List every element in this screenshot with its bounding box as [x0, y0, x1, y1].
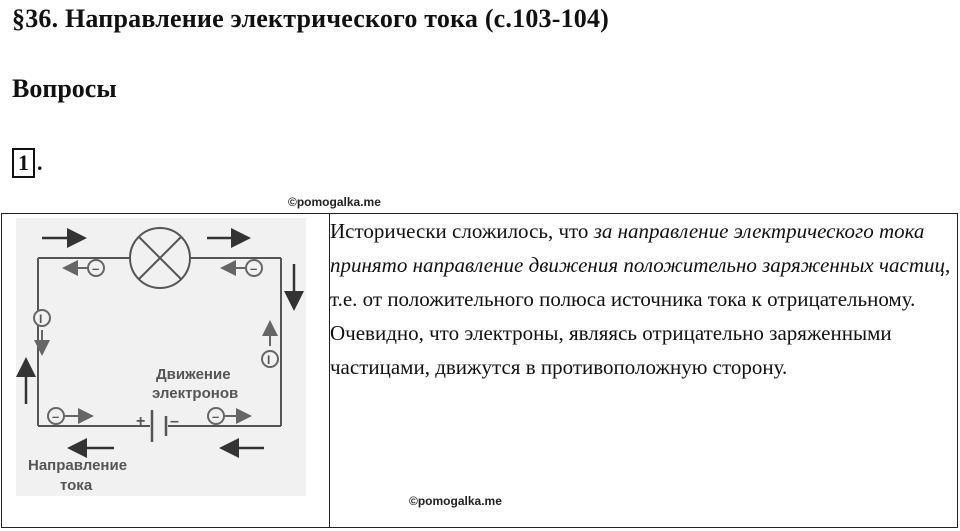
- question-number: [12, 148, 43, 178]
- current-label-line1: Направление: [28, 457, 128, 474]
- battery-plus: +: [136, 413, 146, 430]
- electron-label-line2: электронов: [152, 385, 239, 402]
- section-heading: Вопросы: [12, 74, 117, 103]
- answer-table: [1, 213, 958, 528]
- answer-p1-start: Исторически сложилось, что: [330, 219, 594, 243]
- answer-paragraph-2: Очевидно, что электроны, являясь отрицательно заряженными частицами, движутся в противоположную сторону.: [330, 321, 892, 379]
- electron-sign-2: –: [250, 261, 258, 276]
- battery-minus: –: [170, 413, 179, 430]
- current-sign-1: I: [39, 312, 43, 326]
- answer-p1-italic: за направление электрического тока принято направление движения положительно заряженных частиц: [330, 219, 945, 277]
- watermark-top: ©pomogalka.me: [288, 195, 381, 209]
- diagram-cell: [2, 214, 330, 528]
- lamp-icon: [130, 228, 190, 288]
- circuit-diagram: [2, 214, 329, 527]
- question-number-dot: .: [37, 150, 43, 175]
- electron-sign-1: –: [92, 261, 100, 276]
- answer-text-cell: [330, 214, 958, 528]
- electron-sign-3: –: [52, 409, 60, 424]
- question-number-box: 1: [12, 148, 35, 178]
- electron-sign-4: –: [212, 409, 220, 424]
- answer-paragraph-1: [330, 214, 957, 316]
- answer-p1-end: , т.е. от положительного полюса источника тока к отрицательному.: [330, 253, 951, 311]
- page-title: §36. Направление электрического тока (с.103-104): [12, 4, 610, 33]
- current-sign-2: I: [267, 353, 271, 367]
- current-label-line2: тока: [60, 477, 93, 494]
- electron-label-line1: Движение: [156, 366, 231, 383]
- watermark-bottom: ©pomogalka.me: [409, 494, 502, 508]
